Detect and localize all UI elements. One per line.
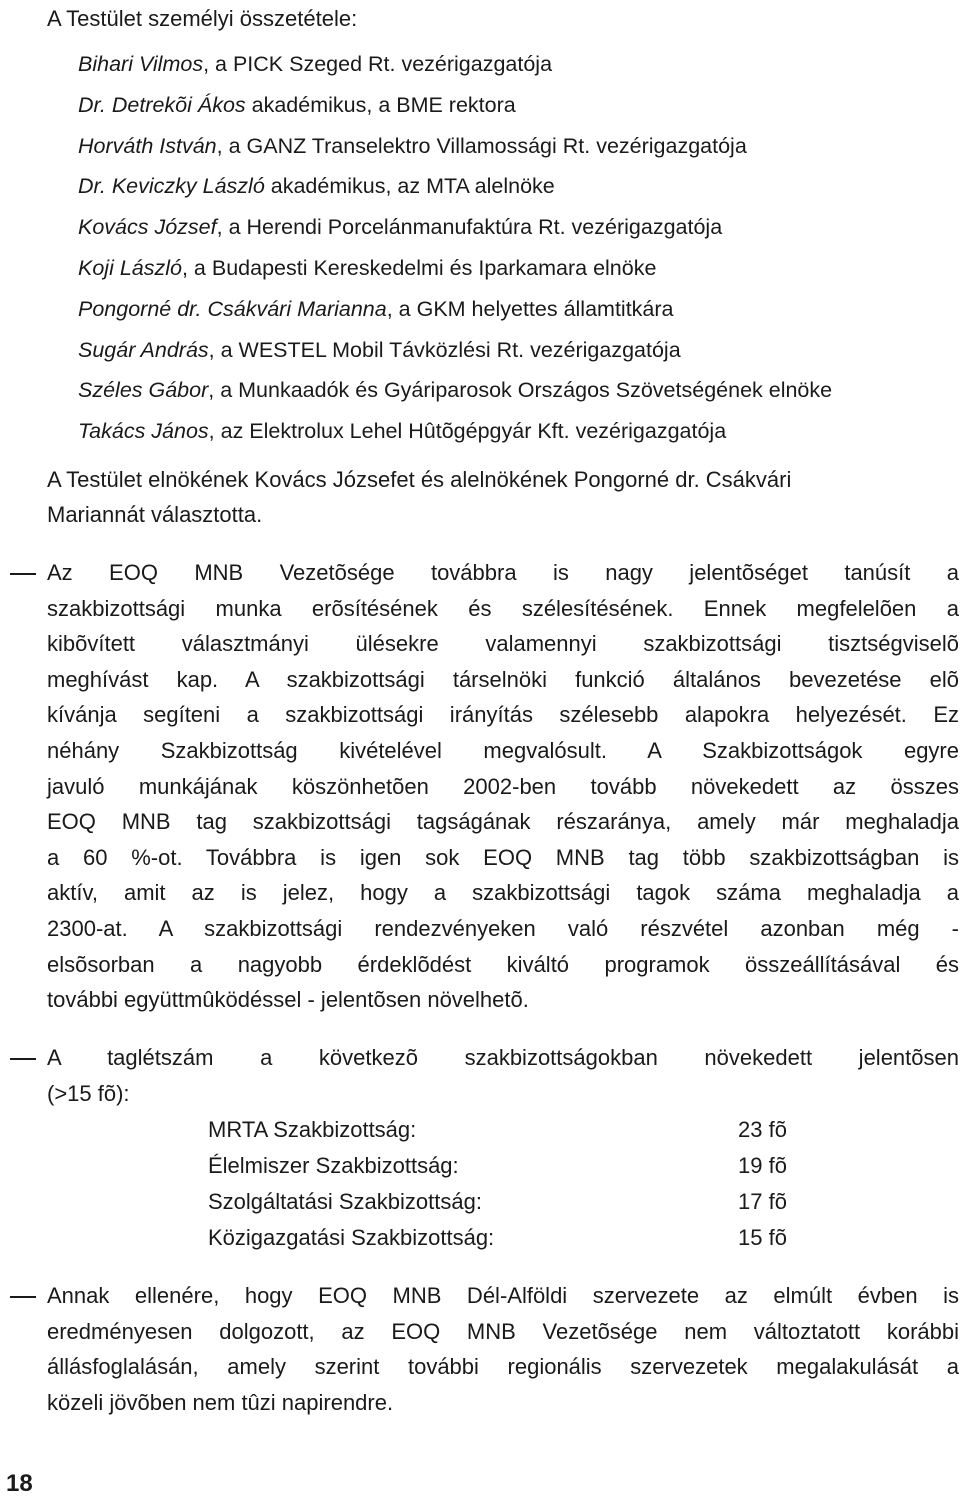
member-item — [78, 166, 832, 207]
member-role: , a Munkaadók és Gyáriparosok Országos Szövetségének elnöke — [208, 378, 833, 403]
member-item — [78, 207, 832, 248]
paragraph-line: szakbizottsági munka erõsítésének és szélesítésének. Ennek megfelelõen a — [47, 595, 959, 621]
member-item — [78, 85, 832, 126]
committee-count: 15 fõ — [738, 1225, 787, 1250]
member-item — [78, 411, 832, 452]
member-item — [78, 126, 832, 167]
member-item — [78, 330, 832, 371]
committee-count: 19 fõ — [738, 1153, 787, 1178]
paragraph-line: állásfoglalásán, amely szerint további regionális szervezetek megalakulását a — [47, 1354, 959, 1380]
dash-bullet-icon — [10, 1296, 36, 1298]
member-name: Pongorné dr. Csákvári Marianna — [78, 296, 387, 321]
paragraph-line: javuló munkájának köszönhetõen 2002-ben tovább növekedett az összes — [47, 773, 959, 799]
paragraph-line: 2300-at. A szakbizottsági rendezvényeken való részvétel azonban még - — [47, 915, 959, 941]
bullet-paragraph — [47, 1040, 959, 1111]
committee-count: 23 fõ — [738, 1117, 787, 1142]
bullet-paragraph — [47, 1278, 959, 1420]
paragraph-line: a 60 %-ot. Továbbra is igen sok EOQ MNB tag több szakbizottságban is — [47, 844, 959, 870]
member-role: , a Herendi Porcelánmanufaktúra Rt. vezérigazgatója — [216, 215, 723, 240]
committee-name: Élelmiszer Szakbizottság: — [208, 1153, 459, 1178]
section-heading: A Testület személyi összetétele: — [47, 6, 358, 31]
member-list — [78, 44, 832, 452]
member-item — [78, 370, 832, 411]
member-role: , a WESTEL Mobil Távközlési Rt. vezérigazgatója — [208, 337, 681, 362]
paragraph-line: Az EOQ MNB Vezetõsége továbbra is nagy jelentõséget tanúsít a — [47, 560, 959, 585]
member-name: Széles Gábor — [78, 378, 209, 403]
member-name: Koji László — [78, 255, 182, 280]
dash-bullet-icon — [10, 573, 36, 575]
paragraph-line: eredményesen dolgozott, az EOQ MNB Vezetõsége nem változtatott korábbi — [47, 1318, 959, 1344]
committee-name: Szolgáltatási Szakbizottság: — [208, 1189, 482, 1214]
page-number: 18 — [6, 1470, 33, 1497]
dash-bullet-icon — [10, 1058, 36, 1060]
member-role: akadémikus, az MTA alelnöke — [264, 174, 555, 199]
member-role: , a GANZ Transelektro Villamossági Rt. vezérigazgatója — [216, 133, 747, 158]
paragraph-line: közeli jövõben nem tûzi napirendre. — [47, 1389, 394, 1415]
paragraph-line: további együttmûködéssel - jelentõsen növelhetõ. — [47, 987, 529, 1013]
member-role: , a GKM helyettes államtitkára — [386, 296, 674, 321]
paragraph-line: meghívást kap. A szakbizottsági társelnöki funkció általános bevezetése elõ — [47, 666, 959, 692]
paragraph-line: néhány Szakbizottság kivételével megvalósult. A Szakbizottságok egyre — [47, 737, 959, 763]
member-role: , a Budapesti Kereskedelmi és Iparkamara elnöke — [181, 255, 657, 280]
member-name: Takács János — [78, 419, 209, 444]
paragraph-line: elsõsorban a nagyobb érdeklõdést kiváltó programok összeállításával és — [47, 951, 959, 977]
summary-line: Mariannát választotta. — [47, 502, 263, 527]
member-role: , az Elektrolux Lehel Hûtõgépgyár Kft. vezérigazgatója — [208, 419, 727, 444]
paragraph-line: A taglétszám a következõ szakbizottságokban növekedett jelentõsen — [47, 1045, 959, 1070]
member-name: Dr. Keviczky László — [78, 174, 265, 199]
paragraph-line: kívánja segíteni a szakbizottsági irányítás szélesebb alapokra helyezését. Ez — [47, 702, 959, 728]
member-name: Kovács József — [78, 215, 217, 240]
member-name: Horváth István — [78, 133, 217, 158]
member-name: Bihari Vilmos — [78, 52, 204, 76]
member-item — [78, 248, 832, 289]
paragraph-line: EOQ MNB tag szakbizottsági tagságának részaránya, amely már meghaladja — [47, 809, 959, 835]
member-item — [78, 44, 832, 85]
member-role: akadémikus, a BME rektora — [245, 92, 516, 117]
election-summary — [47, 462, 927, 532]
member-role: , a PICK Szeged Rt. vezérigazgatója — [203, 52, 553, 76]
bullet-paragraph — [47, 555, 959, 1018]
member-item — [78, 289, 832, 330]
summary-line: A Testület elnökének Kovács Józsefet és alelnökének Pongorné dr. Csákvári — [47, 467, 792, 492]
committee-count: 17 fõ — [738, 1189, 787, 1214]
committee-name: Közigazgatási Szakbizottság: — [208, 1225, 495, 1250]
member-name: Dr. Detrekõi Ákos — [78, 92, 246, 117]
paragraph-line: kibõvített választmányi ülésekre valamennyi szakbizottsági tisztségviselõ — [47, 631, 959, 657]
committee-name: MRTA Szakbizottság: — [208, 1117, 417, 1142]
paragraph-line: aktív, amit az is jelez, hogy a szakbizottsági tagok száma meghaladja a — [47, 880, 959, 906]
paragraph-line: Annak ellenére, hogy EOQ MNB Dél-Alföldi szervezete az elmúlt évben is — [47, 1283, 959, 1308]
paragraph-line: (>15 fõ): — [47, 1080, 130, 1106]
member-name: Sugár András — [78, 337, 209, 362]
